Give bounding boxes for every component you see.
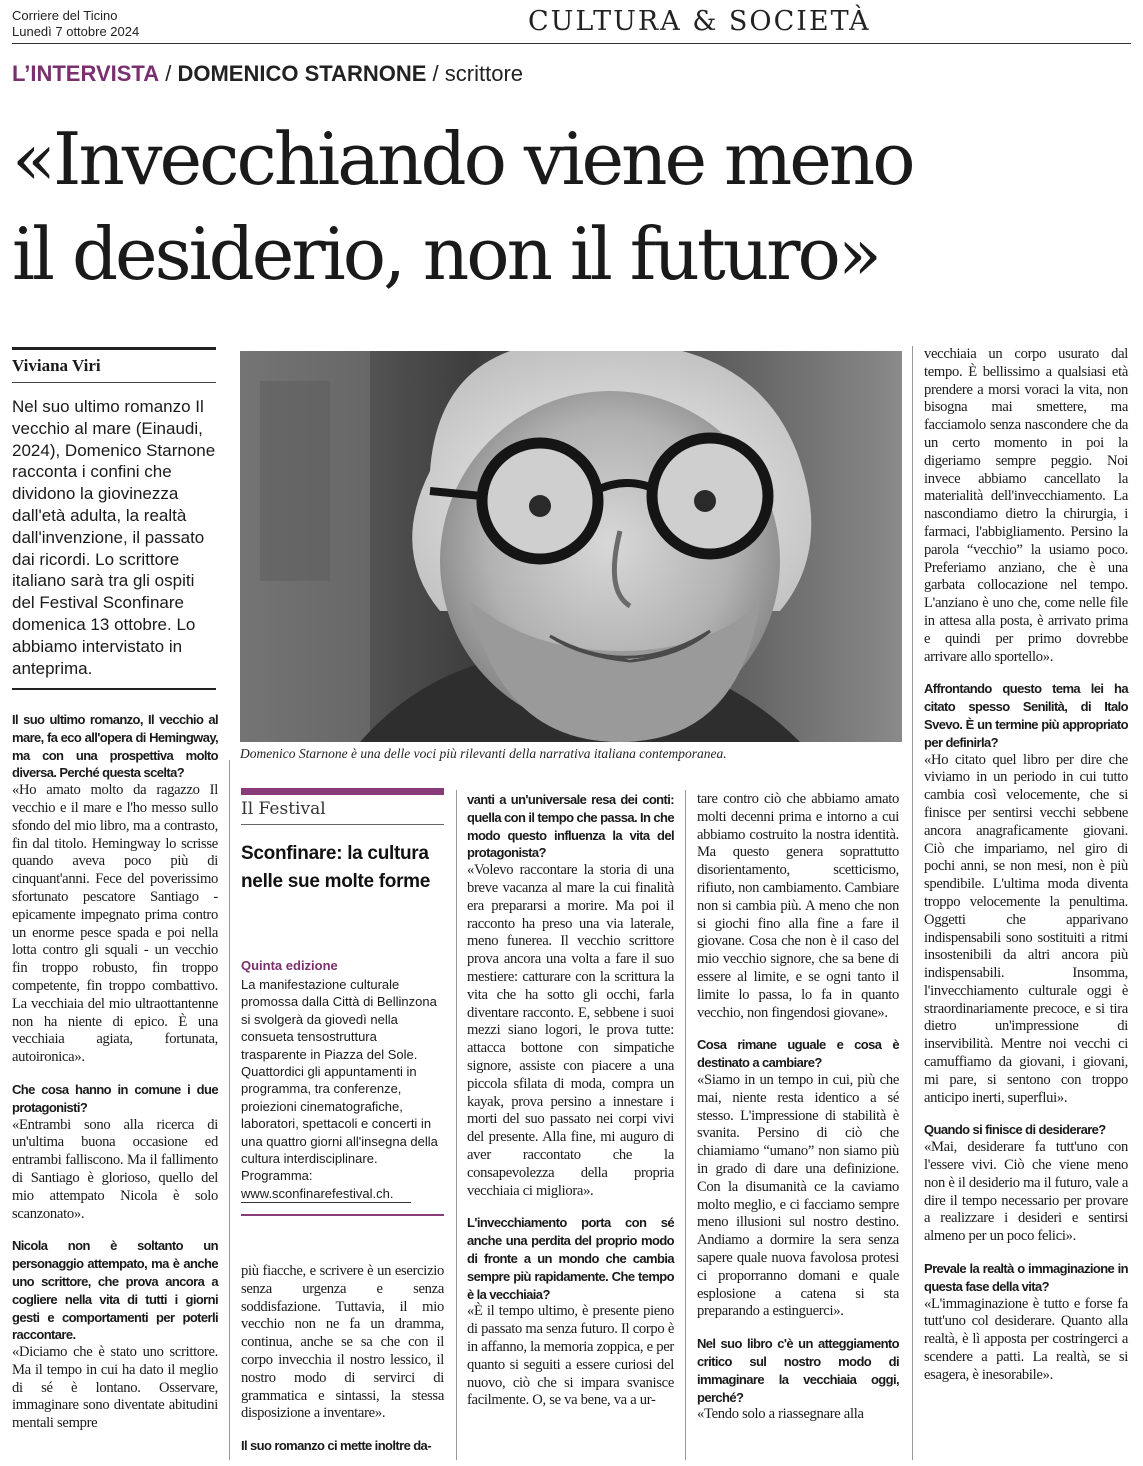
answer: vecchiaia un corpo usurato dal tempo. È bellissimo a qualsiasi età prendere a morsi voraci la vita, non bisogna mai smettere, ma facciamolo senza nascondere che da un certo momento in poi la digeriamo sempre peggio. Noi invece abbiamo cancellato la materialità dell'invecchiamento. La nascondiamo dietro la chirurgia, i farmaci, l'abbigliamento. Persino la parola “vecchio” la usiamo poco. Preferiamo anziano, che è una garbata collocazione nel tempo. L'anziano è uno che, come nelle file in attesa alla posta, è arrivato prima e quindi per primo dovrebbe arrivare allo sportello». (924, 346, 1128, 665)
festival-link[interactable]: www.sconfinarefestival.ch. (241, 1185, 394, 1201)
answer: «Ho amato molto da ragazzo Il vecchio e il mare e l'ho messo sullo sfondo del mio libro, ma a contrasto, fin dal titolo. Hemingway lo scrisse quando aveva poco più di cinquant'anni. Fece del poverissimo sfortunato pescatore Santiago - epicamente impegnato prima contro un enorme pesce spada e poi nella lotta contro gli squali - un vecchio fin troppo robusto, fin troppo competente, fin troppo combattivo. La vecchiaia del mio ultraottantenne non ha niente di epico. È una vecchiaia agiata, fortunata, autoironica». (12, 782, 218, 1066)
answer: «È il tempo ultimo, è presente pieno di passato ma senza futuro. Il corpo è in affanno, la memoria zoppica, e per quanto si seguiti a essere curiosi del nuovo, ciò che si impara svanisce facilmente. O, se va bene, va a ur- (467, 1303, 674, 1409)
headline-line-2: il desiderio, non il futuro» (12, 212, 879, 296)
masthead-divider (12, 43, 1131, 44)
question: Che cosa hanno in comune i due protagonisti? (12, 1081, 218, 1115)
box-divider (241, 824, 444, 825)
answer: «L'immaginazione è tutto e forse fa tutt'uno col desiderare. Quanto alla realtà, è lì apposta per costringerci a scendere a patti. La realtà, se si esagera, è inesorabile». (924, 1295, 1128, 1383)
byline: Viviana Viri (12, 356, 101, 375)
column-divider (685, 790, 686, 1460)
question: Quando si finisce di desiderare? (924, 1122, 1106, 1138)
question: L'invecchiamento porta con sé anche una perdita del proprio modo di fronte a un mondo che cambia sempre più rapidamente. Che tempo è la vecchiaia? (467, 1215, 674, 1302)
box-subtitle: Quinta edizione (241, 958, 338, 973)
box-text: La manifestazione culturale promossa dalla Città di Bellinzona si svolgerà da giovedì nella consueta tensostruttura trasparente in Piazza del Sole. Quattordici gli appuntamenti in programma, tra conferenze, proiezioni cinematografiche, laboratori, spettacoli e concerti in una quattro giorni all'insegna della cultura interdisciplinare. Programma: (241, 977, 438, 1184)
question: Affrontando questo tema lei ha citato spesso Senilità, di Italo Svevo. È un termine più appropriato per definirla? (924, 681, 1128, 750)
column-2 (241, 1263, 444, 1455)
author-photo (240, 351, 902, 742)
kicker-separator: / (165, 61, 172, 86)
section-title: CULTURA & SOCIETÀ (528, 6, 871, 37)
kicker-name: DOMENICO STARNONE (177, 61, 427, 86)
newspaper-name: Corriere del Ticino (12, 8, 118, 23)
photo-caption: Domenico Starnone è una delle voci più rilevanti della narrativa italiana contemporanea. (240, 746, 727, 761)
column-divider (912, 346, 913, 1460)
answer: «Diciamo che è stato uno scrittore. Ma il tempo in cui ha dato il meglio di sé è lontano. Osservare, immaginare sono diventate abitudini mentali sempre (12, 1344, 218, 1432)
kicker-separator: / (432, 61, 439, 86)
box-title: Sconfinare: la cultura nelle sue molte forme (241, 843, 431, 892)
answer: più fiacche, e scrivere è un esercizio senza urgenza e senza soddisfazione. Tuttavia, il mio vecchio non ne fa un dramma, continua, anche se sa che con il corpo invecchia il nostro lessico, il nostro modo di servirci di grammatica e sintassi, la stessa disposizione a inventare». (241, 1263, 444, 1422)
headline-line-1: «Invecchiando viene meno (12, 117, 913, 201)
question: Il suo ultimo romanzo, Il vecchio al mare, fa eco all'opera di Hemingway, ma con una prospettiva molto diversa. Perché questa scelta? (12, 712, 218, 781)
question: vanti a un'universale resa dei conti: quella con il tempo che passa. In che modo questo influenza la vita del protagonista? (467, 792, 674, 861)
question: Prevale la realtà o immaginazione in questa fase della vita? (924, 1261, 1128, 1294)
answer: «Entrambi sono alla ricerca di un'ultima buona occasione ed entrambi falliscono. Ma il fallimento di Santiago è glorioso, quello del mio attempato Nicola è solo scanzonato». (12, 1116, 218, 1222)
answer: «Ho citato quel libro per dire che viviamo in un periodo in cui tutto cambia così velocemente, che si finisce per sentirsi vecchi sebbene ancora anagraficamente giovani. Ciò che impariamo, nel giro di pochi anni, se non mesi, non è più spendibile. L'ultima moda diventa troppo velocemente la penultima. Oggetti che apparivano indispensabili sono sostituiti a ritmi insostenibili da altri ancora più indispensabili. Insomma, l'invecchiamento culturale oggi è straordinariamente precoce, e si tira dietro un'impressione di inservibilità. Mentre noi vecchi ci camuffiamo da giovani, i giovani, mi pare, si sentono con troppo anticipo inerti, superflui». (924, 751, 1128, 1106)
column-4 (697, 791, 899, 1424)
kicker (12, 61, 523, 87)
question: Nicola non è soltanto un personaggio attempato, ma è anche uno scrittore, che prova ancora a cogliere nella vita di tutti i giorni gesti e comportamenti per poterli raccontare. (12, 1238, 218, 1343)
kicker-label: L’INTERVISTA (12, 61, 160, 86)
box-label: Il Festival (241, 799, 326, 819)
answer: «Volevo raccontare la storia di una breve vacanza al mare la cui finalità era prepararsi a morire. Ma poi il racconto ha preso una via laterale, meno funerea. Il vecchio scrittore prova ancora una volta a fare il suo mestiere: catturare con la scrittura la vita che ha sotto gli occhi, farla diventare racconto. E, sebbene i suoi mezzi siano logori, le prova tutte: attacca bottone con simpatiche signore, assiste con piacere a una piccola sfilata di moda, compra un kayak, prova persino a innestare i morti del suo passato nei corpi vivi del presente. Alla fine, mi auguro di aver raccontato che la consapevolezza della propria vecchiaia ci migliora». (467, 862, 674, 1199)
column-divider (229, 760, 230, 1460)
question: Cosa rimane uguale e cosa è destinato a cambiare? (697, 1037, 899, 1071)
lead-rule (12, 688, 216, 690)
box-body (241, 976, 444, 1202)
box-accent-bar (241, 788, 444, 795)
answer: tare contro ciò che abbiamo amato molti decenni prima e intorno a cui abbiamo costruito la nostra identità. Ma questo genera soprattutto disorientamento, scetticismo, rifiuto, non cambiamento. Cambiare non si cambia più. A meno che non si giochi fino alla fine a fare il giovane. Cosa che non è il caso del mio vecchio signore, che sa bene di essere al limite, e se ogni tanto il limite lo passa, lo fa in quanto vecchio, non fingendosi giovane». (697, 791, 899, 1021)
link-underline (241, 1202, 411, 1203)
column-divider (456, 790, 457, 1460)
kicker-role: scrittore (444, 61, 524, 86)
issue-date: Lunedì 7 ottobre 2024 (12, 24, 140, 39)
box-bottom-bar (241, 1214, 444, 1216)
column-5 (924, 346, 1128, 1385)
answer: «Siamo in un tempo in cui, più che mai, niente resta identico a sé stesso. L'impressione di stabilità è svanita. Persino di ciò che chiamiamo “umano” non siamo più in grado di dare una definizione. Con la disumanità ce la caviamo molto meglio, e ci facciamo sempre meno illusioni sul nostro destino. Andiamo a dormire la sera senza sapere quale nuova favolosa protesi ci proporranno domani e quale esplosione a catena si sta preparando a estinguerci». (697, 1071, 899, 1320)
answer: «Tendo solo a riassegnare alla (697, 1406, 864, 1423)
festival-box (241, 788, 444, 1216)
byline-bottom-rule (12, 382, 216, 383)
column-3 (467, 791, 674, 1410)
headline (12, 112, 1132, 302)
masthead (12, 8, 139, 40)
answer: «Mai, desiderare fa tutt'uno con l'essere vivi. Ciò che viene meno non è il desiderio ma il futuro, vale a dire il tempo necessario per provare a realizzare i desideri e sentirsi almeno per un poco felici». (924, 1139, 1128, 1245)
question: Il suo romanzo ci mette inoltre da- (241, 1438, 431, 1454)
byline-top-rule (12, 347, 216, 350)
lead-paragraph: Nel suo ultimo romanzo Il vecchio al mare (Einaudi, 2024), Domenico Starnone racconta i confini che dividono la giovinezza dall'età adulta, la realtà dall'invenzione, il passato dai ricordi. Lo scrittore italiano sarà tra gli ospiti del Festival Sconfinare domenica 13 ottobre. Lo abbiamo intervistato in anteprima. (12, 397, 216, 678)
question: Nel suo libro c'è un atteggiamento critico sul nostro modo di immaginare la vecchiaia oggi, perché? (697, 1336, 899, 1405)
column-1 (12, 711, 218, 1433)
